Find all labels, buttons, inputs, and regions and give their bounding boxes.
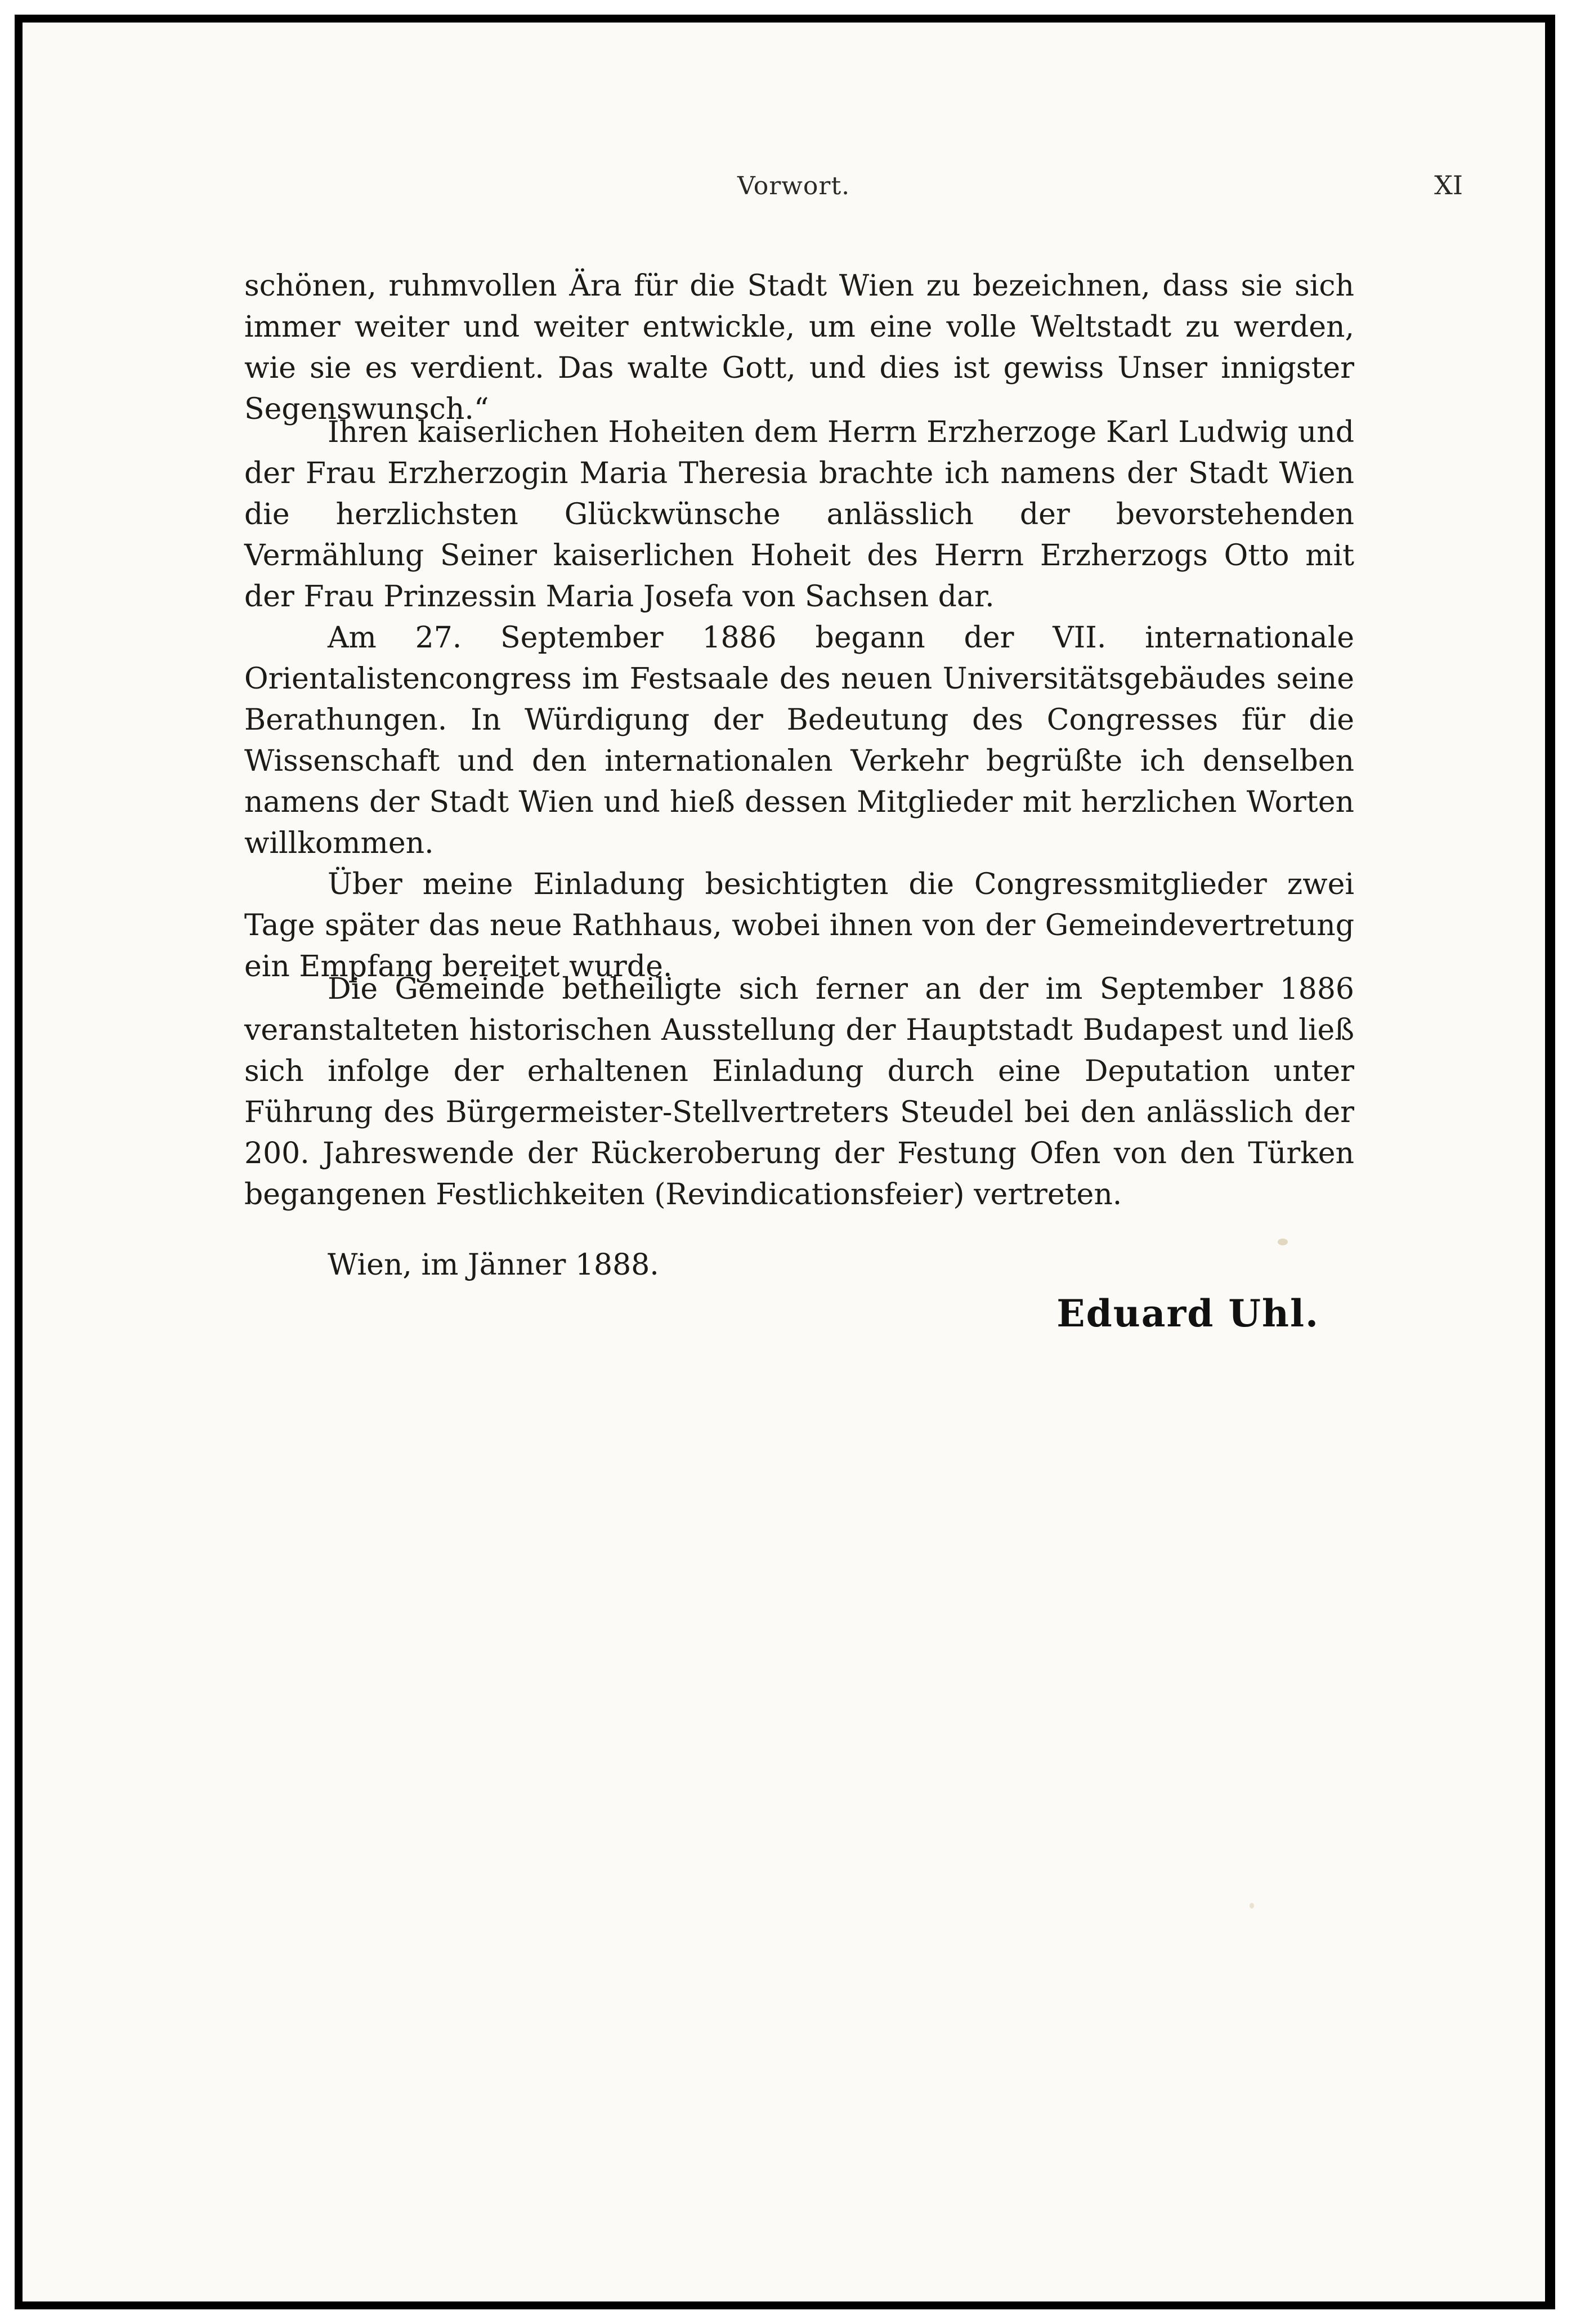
page-frame — [15, 15, 1555, 2309]
paragraph-block-1 — [244, 266, 1354, 430]
paragraph-budapest-exhibition: Die Gemeinde betheiligte sich ferner an der im September 1886 veranstalteten historischen Ausstellung der Hauptstadt Budapest und ließ sich infolge der erhaltenen Einladung durch eine Deputation unter Führung des Bürgermeister-Stellvertreters Steudel bei den anlässlich der 200. Jahreswende der Rückeroberung der Festung Ofen von den Türken begangenen Festlichkeiten (Revindicationsfeier) vertreten. — [244, 972, 1354, 1212]
paragraph-continued-quote: schönen, ruhmvollen Ära für die Stadt Wien zu bezeichnen, dass sie sich immer weiter und weiter entwickle, um eine volle Weltstadt zu werden, wie sie es verdient. Das walte Gott, und dies ist gewiss Unser innigster Segenswunsch.“ — [244, 269, 1354, 426]
paper-spot — [1250, 1903, 1254, 1909]
paper-spot — [1278, 1239, 1288, 1245]
signature: Eduard Uhl. — [1056, 1291, 1319, 1335]
place-date-line: Wien, im Jänner 1888. — [328, 1248, 659, 1282]
paragraph-block-2 — [244, 412, 1354, 987]
page-number: XI — [1434, 170, 1463, 200]
running-title: Vorwort. — [737, 172, 850, 200]
paragraph-orientalist-congress: Am 27. September 1886 begann der VII. internationale Orientalistencongress im Festsaale des neuen Universitätsgebäudes seine Berathungen. In Würdigung der Bedeutung des Congresses für die Wissenschaft und den internationalen Verkehr begrüßte ich denselben namens der Stadt Wien und hieß dessen Mitglieder mit herzlichen Worten willkommen. — [244, 621, 1354, 860]
paragraph-imperial-wishes: Ihren kaiserlichen Hoheiten dem Herrn Erzherzoge Karl Ludwig und der Frau Erzherzogin Maria Theresia brachte ich namens der Stadt Wien die herzlichsten Glückwünsche anlässlich der bevorstehenden Vermählung Seiner kaiserlichen Hoheit des Herrn Erzherzogs Otto mit der Frau Prinzessin Maria Josefa von Sachsen dar. — [244, 415, 1354, 614]
page-sheet — [23, 23, 1545, 2301]
paragraph-rathhaus-visit: Über meine Einladung besichtigten die Congressmitglieder zwei Tage später das neue Rathhaus, wobei ihnen von der Gemeindevertretung ein Empfang bereitet wurde. — [244, 868, 1354, 984]
paragraph-block-3 — [244, 969, 1354, 1215]
